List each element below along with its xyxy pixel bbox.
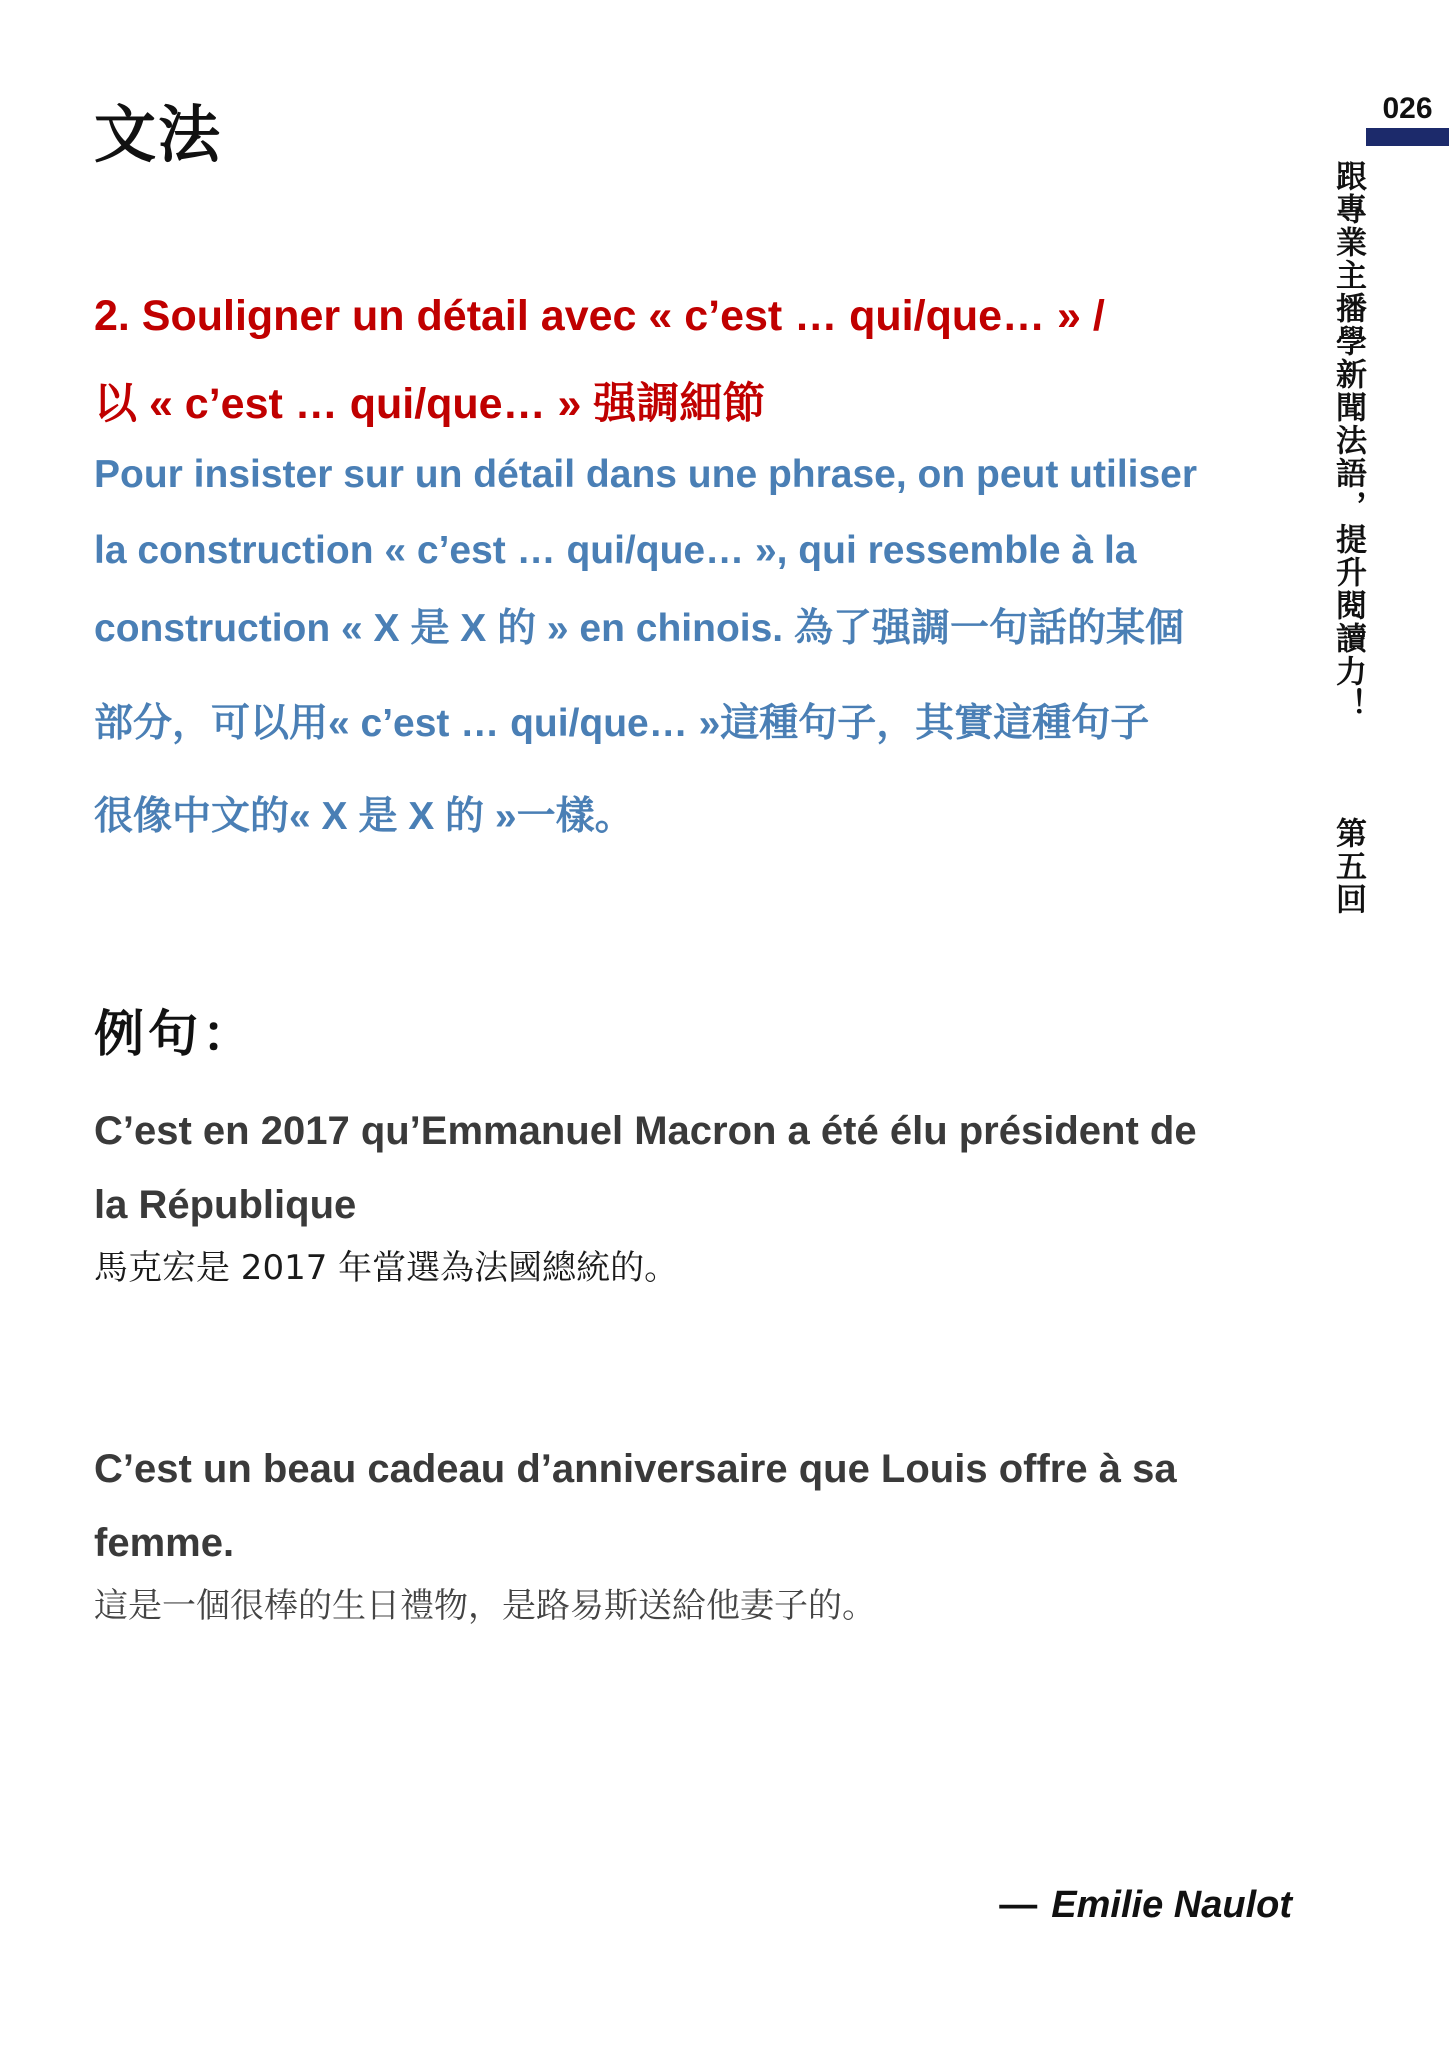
example-sentence [94,1432,1314,1628]
section-heading [94,272,1294,448]
explanation-line: 部分，可以用« c’est … qui/que… »這種句子，其實這種句子 [94,702,1150,745]
example-french-line: C’est en 2017 qu’Emmanuel Macron a été élu président de [94,1109,1197,1153]
section-heading-french: 2. Souligner un détail avec « c’est … qui/que… » / [94,292,1105,340]
author-signature [999,1884,1292,1927]
explanation-line: construction « X 是 X 的 » en chinois. 為了强調一句話的某個 [94,607,1184,650]
explanation-line: Pour insister sur un détail dans une phrase, on peut utiliser [94,453,1198,496]
author-dash: — [999,1884,1038,1926]
page-number: 026 [1382,92,1433,125]
examples-heading: 例句： [94,1005,256,1063]
explanation-line: 很像中文的« X 是 X 的 »一樣。 [94,795,634,838]
example-french [94,1094,1314,1242]
side-chapter-label: 第五回 [1330,817,1366,916]
example-french-line: femme. [94,1521,235,1565]
example-chinese: 這是一個很棒的生日禮物，是路易斯送給他妻子的。 [94,1586,876,1626]
side-series-title: 跟專業主播學新聞法語，提升閱讀力！ [1330,160,1366,721]
side-running-title [1328,160,1368,916]
example-sentence [94,1094,1314,1290]
grammar-explanation [94,452,1304,841]
explanation-line: la construction « c’est … qui/que… », qui ressemble à la [94,529,1137,572]
page-number-bar [1366,128,1449,146]
example-french [94,1432,1314,1580]
page-title: 文法 [94,98,223,171]
author-name: Emilie Naulot [1051,1884,1292,1926]
example-french-line: C’est un beau cadeau d’anniversaire que Louis offre à sa [94,1447,1177,1491]
section-heading-chinese: 以 « c’est … qui/que… » 强調細節 [94,380,766,428]
example-chinese: 馬克宏是 2017 年當選為法國總統的。 [94,1248,679,1288]
example-french-line: la République [94,1183,357,1227]
